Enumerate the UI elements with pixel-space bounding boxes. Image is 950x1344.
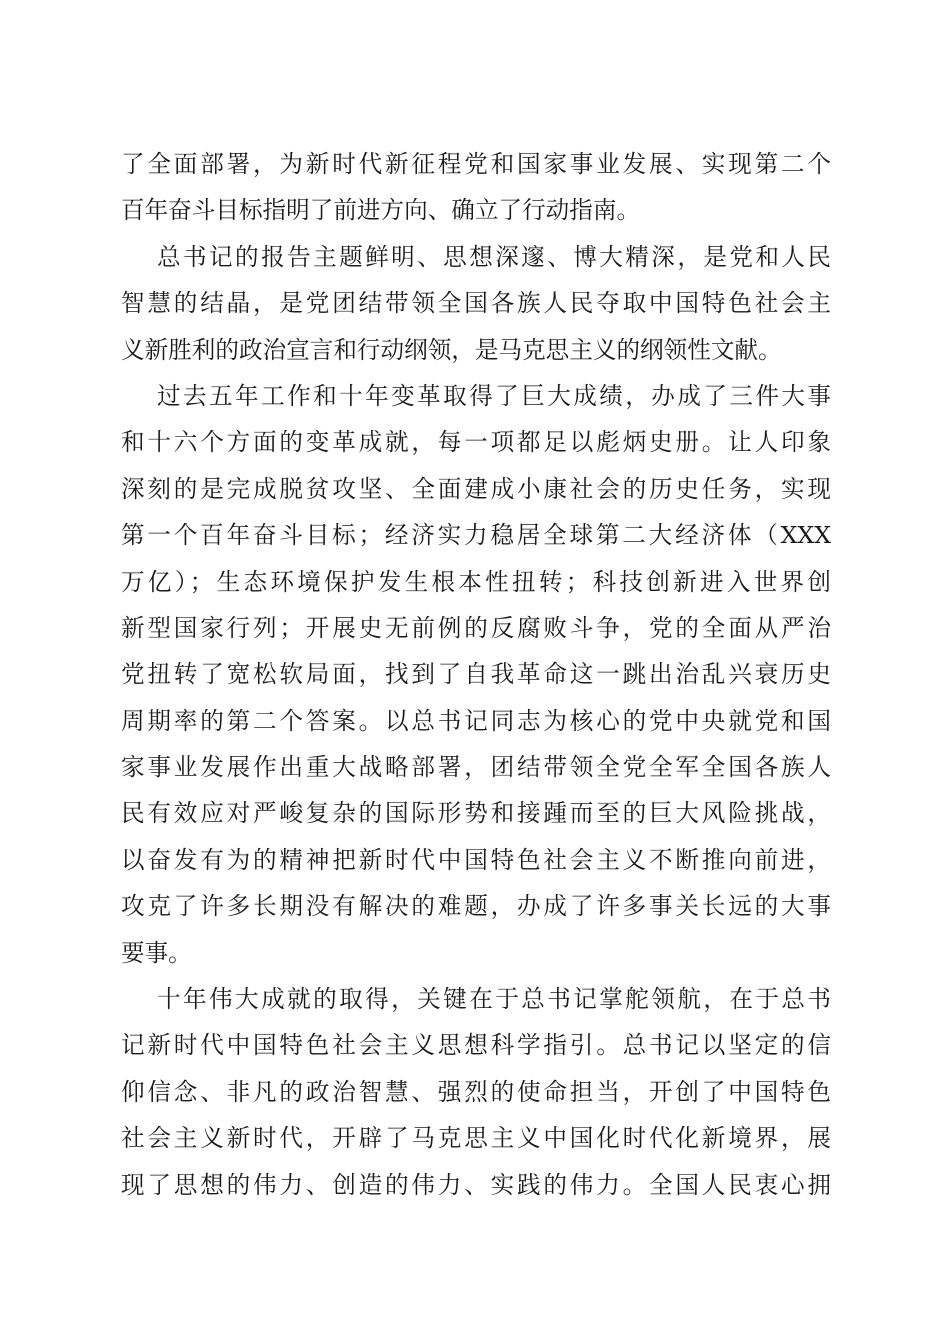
text-line-9: 第一个百年奋斗目标；经济实力稳居全球第二大经济体（XXX	[121, 521, 831, 550]
text-line-14: 家事业发展作出重大战略部署，团结带领全党全军全国各族人	[121, 753, 831, 782]
text-line-15: 民有效应对严峻复杂的国际形势和接踵而至的巨大风险挑战，	[121, 799, 831, 828]
text-line-4: 智慧的结晶，是党团结带领全国各族人民夺取中国特色社会主	[121, 289, 831, 318]
text-line-10: 万亿）；生态环境保护发生根本性扭转；科技创新进入世界创	[121, 567, 831, 596]
text-line-18: 要事。	[121, 938, 192, 967]
text-line-19: 十年伟大成就的取得，关键在于总书记掌舵领航，在于总书	[157, 985, 831, 1014]
text-line-16: 以奋发有为的精神把新时代中国特色社会主义不断推向前进，	[121, 845, 831, 874]
text-line-6: 过去五年工作和十年变革取得了巨大成绩，办成了三件大事	[157, 381, 831, 410]
text-line-21: 仰信念、非凡的政治智慧、强烈的使命担当，开创了中国特色	[121, 1077, 831, 1106]
text-line-5: 义新胜利的政治宣言和行动纲领，是马克思主义的纲领性文献。	[121, 335, 782, 364]
text-line-1: 了全面部署，为新时代新征程党和国家事业发展、实现第二个	[121, 150, 831, 178]
text-line-11: 新型国家行列；开展史无前例的反腐败斗争，党的全面从严治	[121, 613, 831, 642]
text-line-12: 党扭转了宽松软局面，找到了自我革命这一跳出治乱兴衰历史	[121, 660, 831, 689]
text-line-13: 周期率的第二个答案。以总书记同志为核心的党中央就党和国	[121, 706, 831, 735]
text-line-2: 百年奋斗目标指明了前进方向、确立了行动指南。	[121, 196, 641, 225]
document-body	[121, 141, 831, 1208]
text-line-7: 和十六个方面的变革成就，每一项都足以彪炳史册。让人印象	[121, 428, 831, 457]
text-line-20: 记新时代中国特色社会主义思想科学指引。总书记以坚定的信	[121, 1031, 831, 1060]
text-line-8: 深刻的是完成脱贫攻坚、全面建成小康社会的历史任务，实现	[121, 474, 831, 503]
text-line-22: 社会主义新时代，开辟了马克思主义中国化时代化新境界，展	[121, 1124, 831, 1153]
text-line-17: 攻克了许多长期没有解决的难题，办成了许多事关长远的大事	[121, 892, 831, 921]
text-line-23: 现了思想的伟力、创造的伟力、实践的伟力。全国人民衷心拥	[121, 1170, 831, 1199]
text-line-3: 总书记的报告主题鲜明、思想深邃、博大精深，是党和人民	[157, 242, 831, 271]
